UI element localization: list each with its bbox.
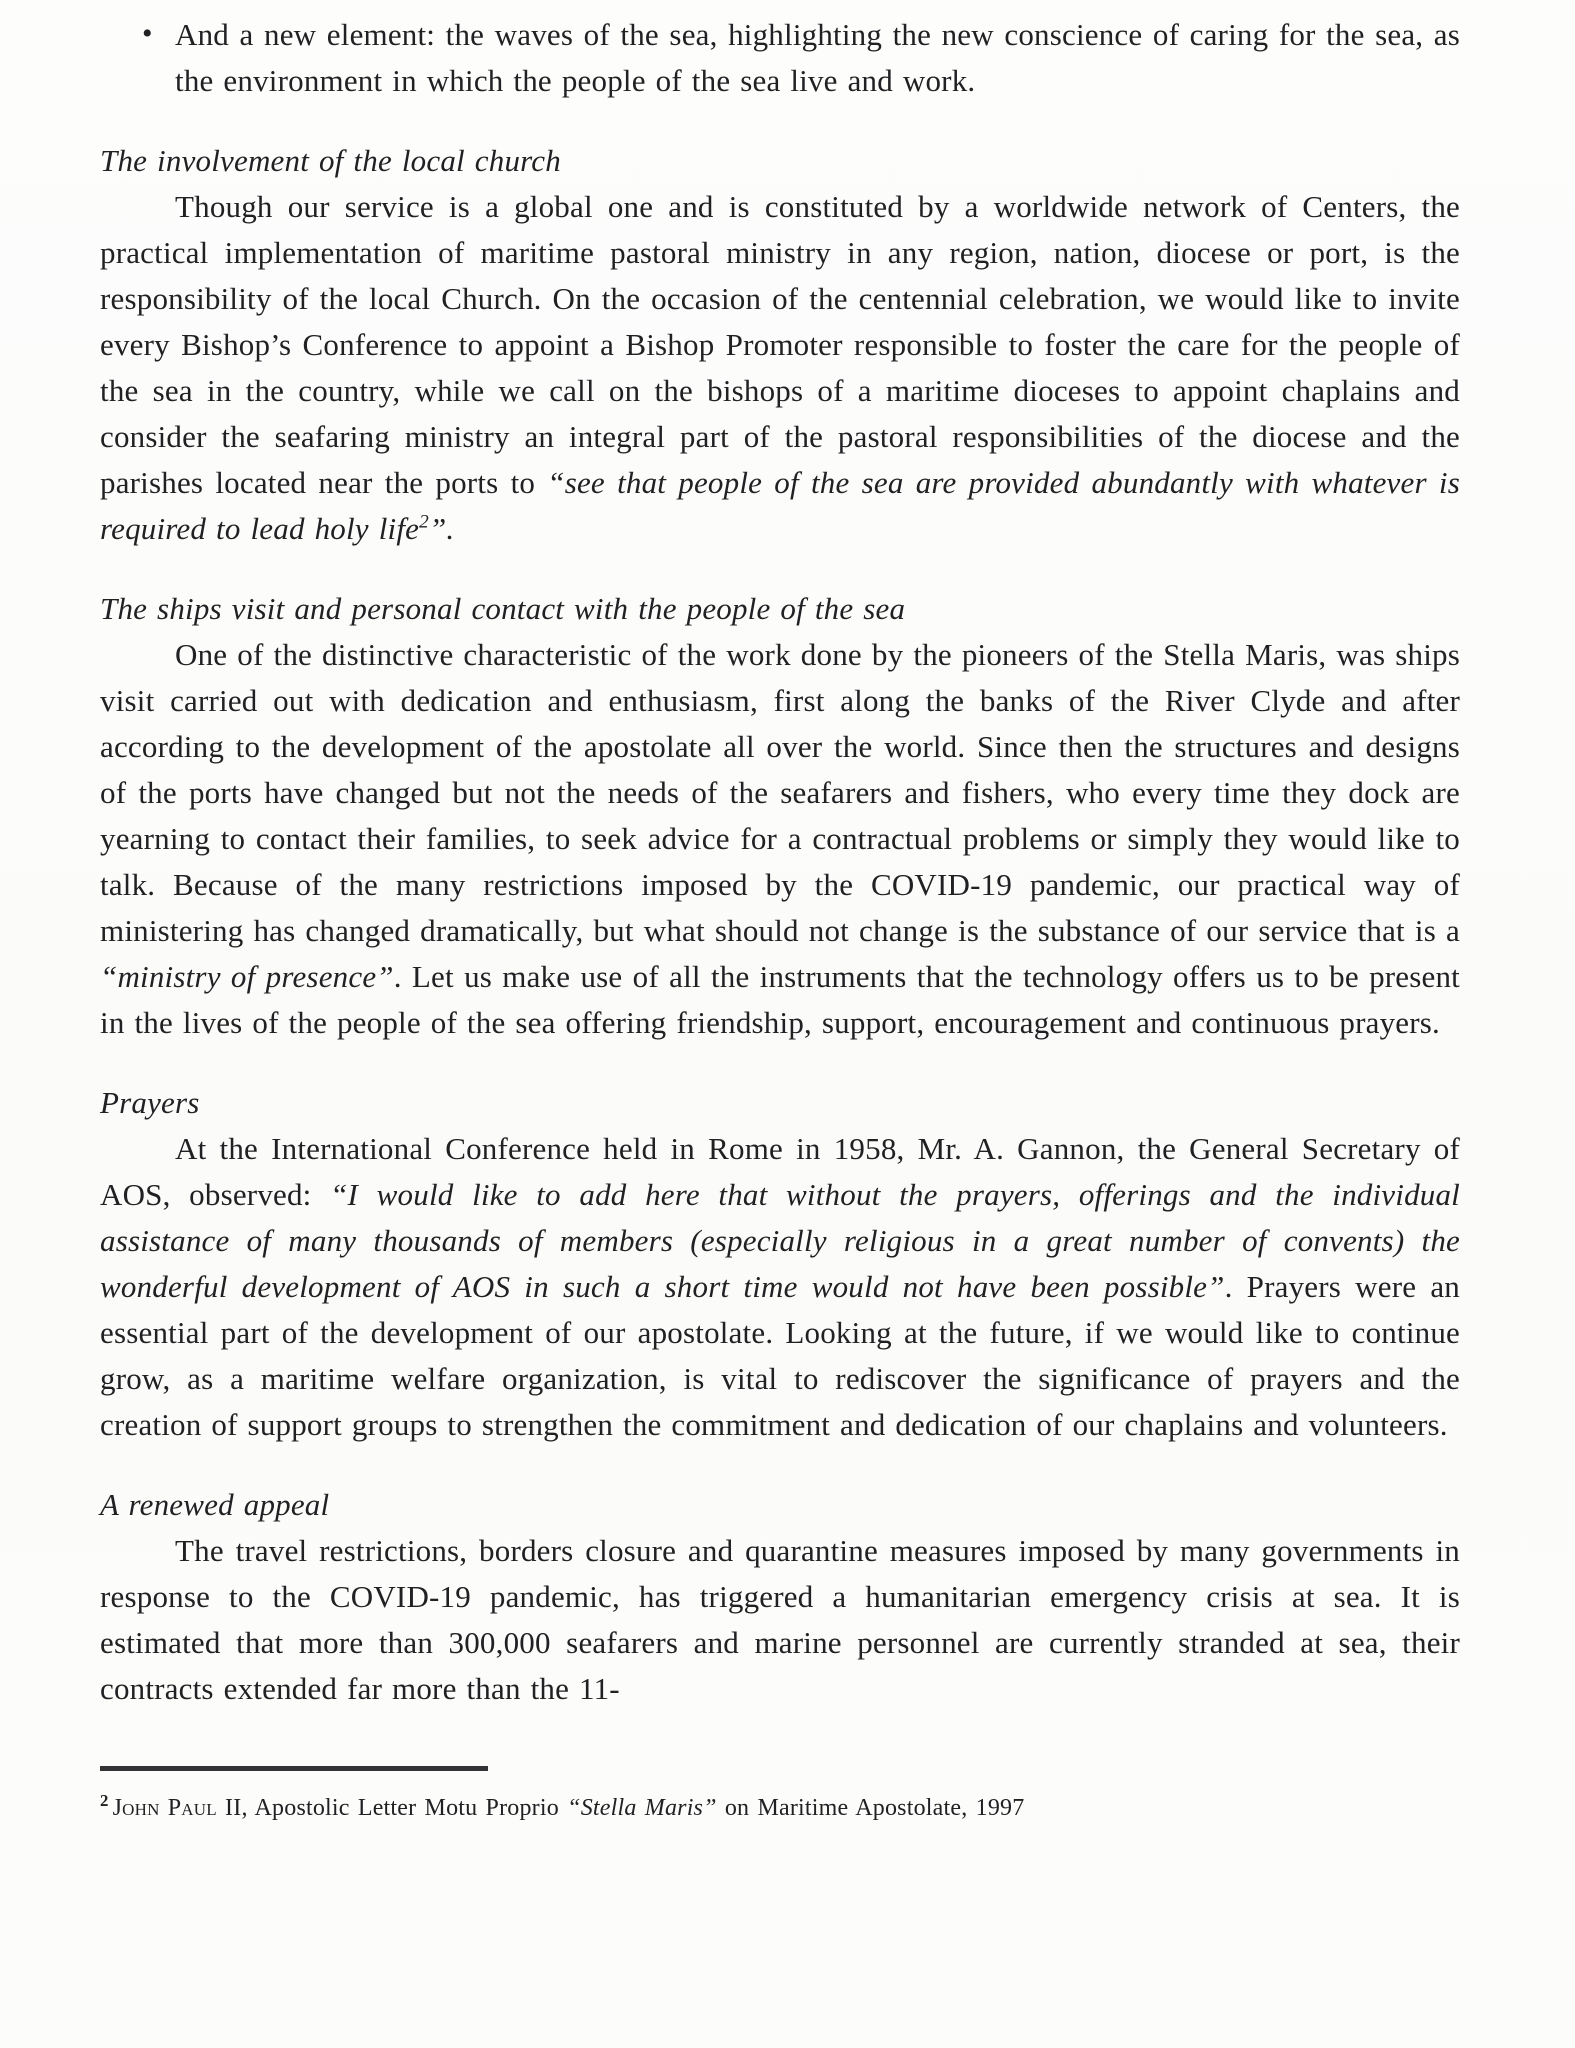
section-heading: The ships visit and personal contact with the people of the sea [100,591,906,626]
quote-text-run: ”. [428,511,455,546]
footnote-reference-superscript: 2 [419,511,429,533]
paragraph [100,1126,1460,1448]
footnote [100,1793,1460,1823]
footnote-title: “Stella Maris” [567,1795,717,1821]
section-involvement-local-church [100,138,1460,552]
paragraph [100,632,1460,1046]
footnote-separator-rule [100,1766,488,1771]
footnote-area [100,1766,1460,1823]
footnote-author: John Paul II [112,1795,242,1821]
section-heading: The involvement of the local church [100,143,561,178]
section-renewed-appeal [100,1482,1460,1712]
footnote-text: on Maritime Apostolate, 1997 [716,1795,1025,1821]
text-run: . Prayers were an essential part of the development of our apostolate. Looking at the future, if we would like to continue grow, as a maritime welfare organization, is vital to rediscover the significance of prayers and the creation of support groups to strengthen the commitment and dedication of our chaplains and volunteers. [100,1269,1460,1442]
quote-text-run: “see that people of the sea are provided abundantly with whatever is required to lead holy life [100,465,1460,546]
section-ships-visit [100,586,1460,1046]
footnote-text: , Apostolic Letter Motu Proprio [241,1795,568,1821]
bullet-text: And a new element: the waves of the sea, highlighting the new conscience of caring for the sea, as the environment in which the people of the sea live and work. [175,17,1460,98]
footnote-marker: 2 [100,1791,109,1810]
section-heading: Prayers [100,1085,200,1120]
text-run: One of the distinctive characteristic of the work done by the pioneers of the Stella Maris, was ships visit carried out with dedication and enthusiasm, first along the banks of the River Clyde and after according to the development of the apostolate all over the world. Since then the structures and designs of the ports have changed but not the needs of the seafarers and fishers, who every time they dock are yearning to contact their families, to seek advice for a contractual problems or simply they would like to talk. Because of the many restrictions imposed by the COVID-19 pandemic, our practical way of ministering has changed dramatically, but what should not change is the substance of our service that is a [100,637,1460,948]
quote-text-run: “ministry of presence” [100,959,394,994]
text-run: At the International Conference held in Rome in 1958, Mr. A. Gannon, the General Secretary of AOS, observed: [100,1131,1460,1212]
quote-text-run: “I would like to add here that without the prayers, offerings and the individual assistance of many thousands of members (especially religious in a great number of convents) the wonderful development of AOS in such a short time would not have been possible” [100,1177,1460,1304]
text-run: Though our service is a global one and is constituted by a worldwide network of Centers, the practical implementation of maritime pastoral ministry in any region, nation, diocese or port, is the responsibility of the local Church. On the occasion of the centennial celebration, we would like to invite every Bishop’s Conference to appoint a Bishop Promoter responsible to foster the care for the people of the sea in the country, while we call on the bishops of a maritime dioceses to appoint chaplains and consider the seafaring ministry an integral part of the pastoral responsibilities of the diocese and the parishes located near the ports to [100,189,1460,500]
bullet-list-item [100,12,1460,104]
paragraph [100,184,1460,552]
bullet-icon: • [142,17,153,50]
paragraph [100,1528,1460,1712]
text-run: . Let us make use of all the instruments that the technology offers us to be present in the lives of the people of the sea offering friendship, support, encouragement and continuous prayers. [100,959,1460,1040]
section-prayers [100,1080,1460,1448]
section-heading: A renewed appeal [100,1487,330,1522]
text-run: The travel restrictions, borders closure and quarantine measures imposed by many governments in response to the COVID-19 pandemic, has triggered a humanitarian emergency crisis at sea. It is estimated that more than 300,000 seafarers and marine personnel are currently stranded at sea, their contracts extended far more than the 11- [100,1533,1460,1706]
